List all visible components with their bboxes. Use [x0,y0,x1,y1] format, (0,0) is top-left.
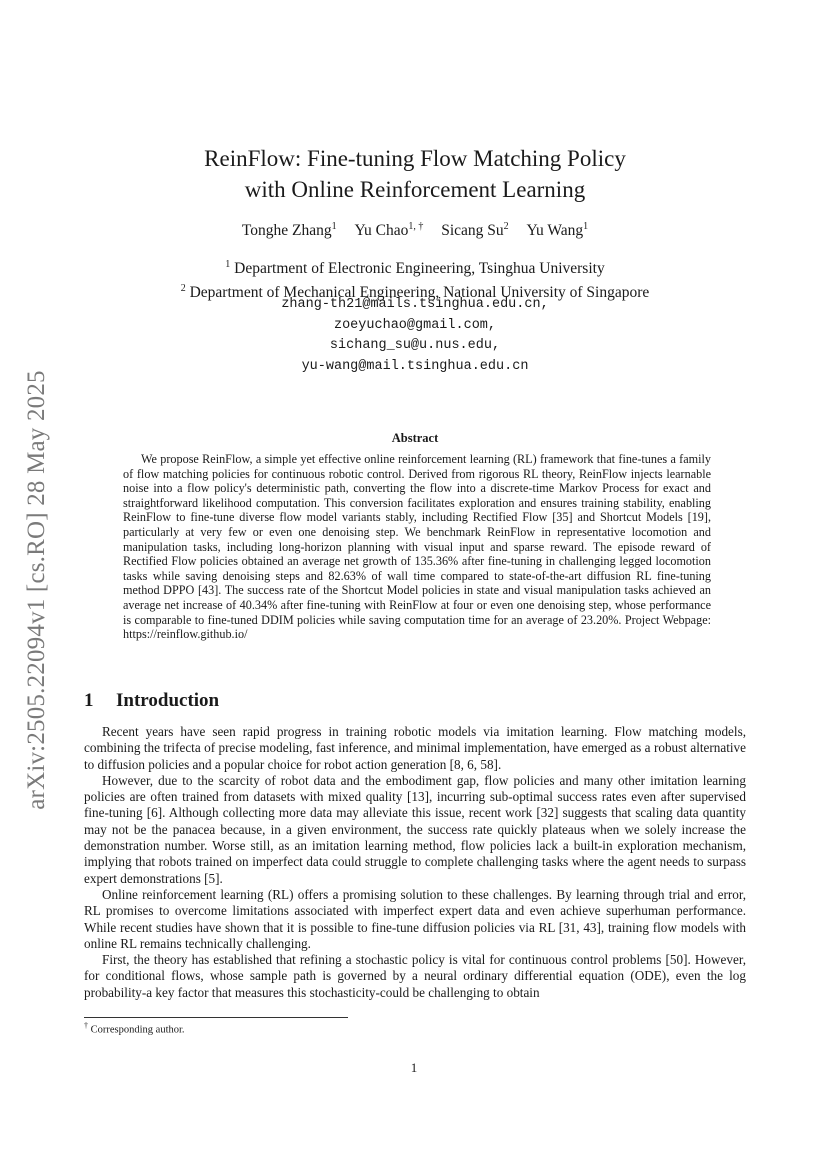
author-affiliation-mark: 1, † [408,221,424,232]
title-line-1: ReinFlow: Fine-tuning Flow Matching Policy [204,146,626,171]
author-name: Sicang Su [441,222,504,240]
email: zhang-th21@mails.tsinghua.edu.cn, [281,297,549,312]
affiliation-mark: 1 [225,259,231,270]
section-heading [84,690,219,712]
affiliation-text: Department of Electronic Engineering, Tsinghua University [234,260,605,278]
affiliation [100,255,730,279]
affiliation-text: Department of Mechanical Engineering, National University of Singapore [189,284,650,302]
author [527,222,589,239]
paragraph: However, due to the scarcity of robot data and the embodiment gap, flow policies and many other imitation learning policies are often trained from datasets with mixed quality [13], incurring sub-optimal success rates even after supervised fine-tuning [6]. Although collecting more data may alleviate this issue, recent work [32] suggests that scaling data quantity may not be the panacea because, in a given environment, the success rate quickly plateaus when we solely increase the demonstration number. Worse still, as an imitation learning method, flow policies lack a built-in exploration mechanism, implying that robots trained on imperfect data could struggle to complete challenging tasks where the agent needs to surpass expert demonstrations [5]. [84,772,746,886]
paper-title [100,143,730,205]
section-number: 1 [84,690,94,711]
email: yu-wang@mail.tsinghua.edu.cn [301,358,529,374]
abstract-heading: Abstract [391,431,439,445]
author-affiliation-mark: 2 [503,221,509,232]
paragraph: Recent years have seen rapid progress in training robotic models via imitation learning. Flow matching models, combining the trifecta of precise modeling, fast inference, and minimal implementation, have emerged as a robust alternative to diffusion policies and a popular choice for robot action generation [8, 6, 58]. [84,724,746,772]
page-number: 1 [410,1060,418,1075]
email-list [100,295,730,377]
author-name: Yu Wang [526,222,584,240]
footnote-rule [84,1017,348,1018]
title-line-2: with Online Reinforcement Learning [244,177,586,202]
arxiv-identifier: arXiv:2505.22094v1 [cs.RO] 28 May 2025 [23,370,50,810]
arxiv-side-stamp [8,340,66,840]
paragraph: First, the theory has established that refining a stochastic policy is vital for continuous control problems [50]. However, for conditional flows, whose sample path is governed by a neural ordinary differential equation (ODE), even the log probability-a key factor that measures this stochasticity-could be challenging to obtain [84,952,746,1000]
author-affiliation-mark: 1 [583,221,589,232]
paragraph: Online reinforcement learning (RL) offers a promising solution to these challenges. By learning through trial and error, RL promises to overcome limitations associated with imperfect expert data and even achieve superhuman performance. While recent studies have shown that it is possible to fine-tune diffusion policies via RL [31, 43], training flow models with online RL remains technically challenging. [84,886,746,951]
abstract-body [123,452,711,642]
author-name: Tonghe Zhang [241,222,332,240]
author-name: Yu Chao [354,222,409,240]
footnote-text: Corresponding author. [90,1024,185,1036]
introduction-body [84,724,746,1001]
author-list [100,221,730,240]
email: zoeyuchao@gmail.com, [333,317,497,333]
affiliation-mark: 2 [180,283,186,295]
email: sichang_su@u.nus.edu, [329,338,501,353]
author-affiliation-mark: 1 [331,221,337,232]
author [355,222,424,239]
author [441,222,508,239]
abstract-text: We propose ReinFlow, a simple yet effective online reinforcement learning (RL) framework that fine-tunes a family of flow matching policies for continuous robotic control. Derived from rigorous RL theory, ReinFlow injects learnable noise into a flow policy's deterministic path, converting the flow into a discrete-time Markov Process for exact and straightforward likelihood computation. This conversion facilitates exploration and ensures training stability, enabling ReinFlow to fine-tune diverse flow model variants stably, including Rectified Flow [35] and Shortcut Models [19], particularly at very few or even one denoising step. We benchmark ReinFlow in representative locomotion and manipulation tasks, including long-horizon planning with visual input and sparse reward. The episode reward of Rectified Flow policies obtained an average net growth of 135.36% after fine-tuning in challenging legged locomotion tasks while saving denoising steps and 82.63% of wall time compared to state-of-the-art diffusion RL fine-tuning method DPPO [43]. The success rate of the Shortcut Model policies in state and visual manipulation tasks achieved an average net increase of 40.34% after fine-tuning with ReinFlow at four or even one denoising step, whose performance is comparable to fine-tuned DDIM policies while saving computation time for an average of 23.20%. Project Webpage: https://reinflow.github.io/ [123,452,711,642]
section-title: Introduction [116,690,220,711]
author [242,222,337,239]
footnote [84,1021,185,1036]
footnote-mark: † [84,1021,88,1030]
